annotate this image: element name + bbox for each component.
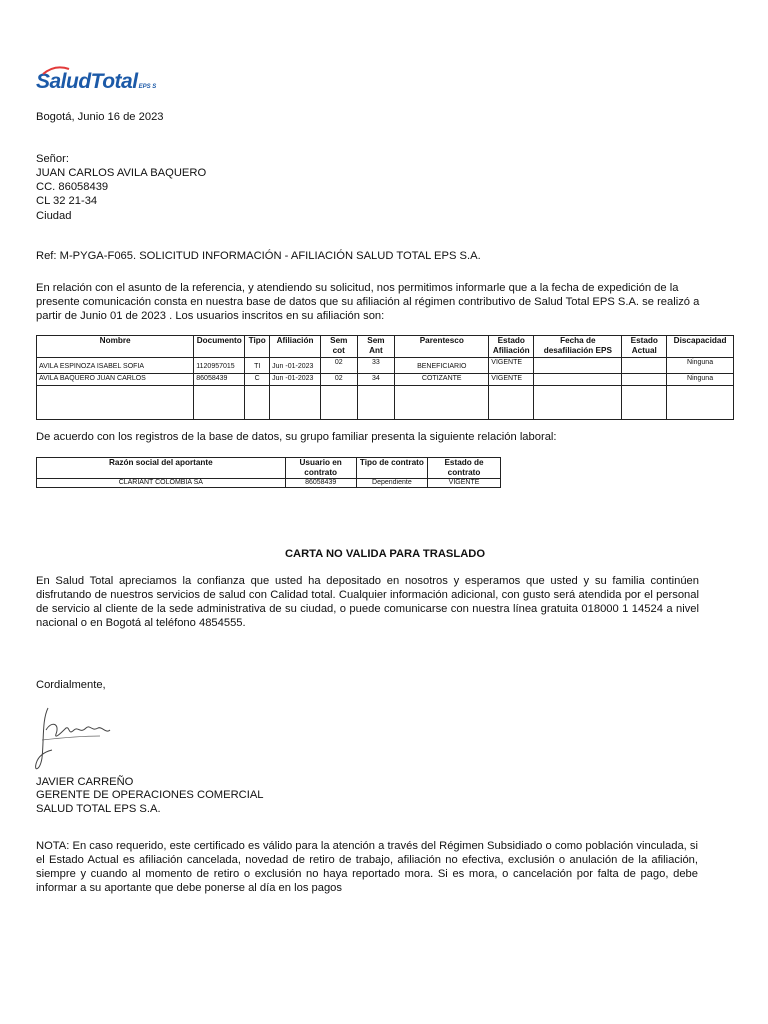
empty-cell xyxy=(194,386,245,420)
cell-tipo: C xyxy=(245,374,270,386)
col-header-usuario-contrato: Usuario en contrato xyxy=(285,458,356,479)
cell-discapacidad: Ninguna xyxy=(667,374,734,386)
col-header-tipo: Tipo xyxy=(245,336,270,358)
affiliates-header-row xyxy=(37,336,734,358)
letter-date: Bogotá, Junio 16 de 2023 xyxy=(36,111,164,123)
note-paragraph: NOTA: En caso requerido, este certificado es válido para la atención a través del Régimen Subsidiado o como población vinculada, si el Estado Actual es afiliación cancelada, novedad de retiro de trabajo, afiliación no efectiva, exclusión o anulación de la afiliación, siempre y cuando al momento de retiro o exclusión no haya reportado mora. Si es mora, o cancelación por falta de pago, debe informar a su aportante que debe ponerse al día en los pagos xyxy=(36,840,698,894)
cell-sem-ant: 34 xyxy=(357,374,395,386)
empty-cell xyxy=(622,386,667,420)
col-header-razon-social: Razón social del aportante xyxy=(37,458,286,479)
table-row xyxy=(37,479,501,488)
labor-header-row xyxy=(37,458,501,479)
empty-cell xyxy=(320,386,357,420)
affiliates-table xyxy=(36,335,734,420)
labor-table xyxy=(36,457,501,488)
handwritten-signature xyxy=(30,700,120,776)
cell-fecha-desafiliacion xyxy=(534,358,622,374)
empty-cell xyxy=(667,386,734,420)
cell-tipo-contrato: Dependiente xyxy=(356,479,427,488)
col-header-sem-ant: Sem Ant xyxy=(357,336,395,358)
empty-cell xyxy=(245,386,270,420)
cell-estado-actual xyxy=(622,374,667,386)
col-header-documento: Documento xyxy=(194,336,245,358)
logo-eps-suffix: EPS S xyxy=(138,84,157,90)
cell-nombre: AVILA BAQUERO JUAN CARLOS xyxy=(37,374,194,386)
empty-cell xyxy=(534,386,622,420)
col-header-parentesco: Parentesco xyxy=(395,336,489,358)
cell-afiliacion: Jun -01-2023 xyxy=(270,358,321,374)
reference-line: Ref: M-PYGA-F065. SOLICITUD INFORMACIÓN - AFILIACIÓN SALUD TOTAL EPS S.A. xyxy=(36,250,481,262)
signer-company: SALUD TOTAL EPS S.A. xyxy=(36,803,161,815)
recipient-name: JUAN CARLOS AVILA BAQUERO xyxy=(36,167,207,179)
cell-documento: 1120957015 xyxy=(194,358,245,374)
cell-sem-cot: 02 xyxy=(320,374,357,386)
cell-sem-ant: 33 xyxy=(357,358,395,374)
closing-line: Cordialmente, xyxy=(36,679,106,691)
empty-cell xyxy=(489,386,534,420)
empty-cell xyxy=(270,386,321,420)
col-header-afiliacion: Afiliación xyxy=(270,336,321,358)
table-row xyxy=(37,374,734,386)
col-header-nombre: Nombre xyxy=(37,336,194,358)
cell-usuario-contrato: 86058439 xyxy=(285,479,356,488)
logo-wordmark: SaludTotal xyxy=(36,70,138,93)
cell-fecha-desafiliacion xyxy=(534,374,622,386)
body-paragraph: En Salud Total apreciamos la confianza que usted ha depositado en nosotros y esperamos que usted y su familia continúen disfrutando de nuestros servicios de salud con Calidad total. Cualquier información adicional, con gusto será atendida por el personal de servicio al cliente de la sede administrativa de su ciudad, o puede comunicarse con nuestra línea gratuita 018000 1 14524 a nivel nacional o en Bogotá al teléfono 4854555. xyxy=(36,575,699,629)
cell-documento: 86058439 xyxy=(194,374,245,386)
notice-title: CARTA NO VALIDA PARA TRASLADO xyxy=(284,548,486,560)
cell-discapacidad: Ninguna xyxy=(667,358,734,374)
cell-parentesco: COTIZANTE xyxy=(395,374,489,386)
signer-name: JAVIER CARREÑO xyxy=(36,776,134,788)
empty-cell xyxy=(395,386,489,420)
col-header-discapacidad: Discapacidad xyxy=(667,336,734,358)
col-header-fecha-desafiliacion: Fecha de desafiliación EPS xyxy=(534,336,622,358)
recipient-salutation: Señor: xyxy=(36,153,69,165)
salud-total-logo xyxy=(36,70,156,96)
col-header-estado-afiliacion: Estado Afiliación xyxy=(489,336,534,358)
intro-paragraph: En relación con el asunto de la referencia, y atendiendo su solicitud, nos permitimos informarle que a la fecha de expedición de la presente comunicación consta en nuestra base de datos que su afiliación al régimen contributivo de Salud Total EPS S.A. se realizó a partir de Junio 01 de 2023 . Los usuarios inscritos en su afiliación son: xyxy=(36,282,700,322)
recipient-city: Ciudad xyxy=(36,210,72,222)
cell-estado-afiliacion: VIGENTE xyxy=(489,374,534,386)
table-row-empty xyxy=(37,386,734,420)
table-row xyxy=(37,358,734,374)
recipient-address: CL 32 21-34 xyxy=(36,195,98,207)
cell-razon-social: CLARIANT COLOMBIA SA xyxy=(37,479,286,488)
col-header-sem-cot: Sem cot xyxy=(320,336,357,358)
recipient-cc: CC. 86058439 xyxy=(36,181,109,193)
cell-estado-contrato: VIGENTE xyxy=(428,479,501,488)
col-header-estado-contrato: Estado de contrato xyxy=(428,458,501,479)
cell-estado-actual xyxy=(622,358,667,374)
empty-cell xyxy=(37,386,194,420)
logo-swoosh-icon xyxy=(41,66,71,76)
cell-afiliacion: Jun -01-2023 xyxy=(270,374,321,386)
signer-title: GERENTE DE OPERACIONES COMERCIAL xyxy=(36,789,264,801)
labor-intro: De acuerdo con los registros de la base de datos, su grupo familiar presenta la siguiente relación laboral: xyxy=(36,431,557,443)
cell-estado-afiliacion: VIGENTE xyxy=(489,358,534,374)
cell-nombre: AVILA ESPINOZA ISABEL SOFIA xyxy=(37,358,194,374)
cell-parentesco: BENEFICIARIO xyxy=(395,358,489,374)
empty-cell xyxy=(357,386,395,420)
col-header-tipo-contrato: Tipo de contrato xyxy=(356,458,427,479)
cell-tipo: TI xyxy=(245,358,270,374)
cell-sem-cot: 02 xyxy=(320,358,357,374)
col-header-estado-actual: Estado Actual xyxy=(622,336,667,358)
